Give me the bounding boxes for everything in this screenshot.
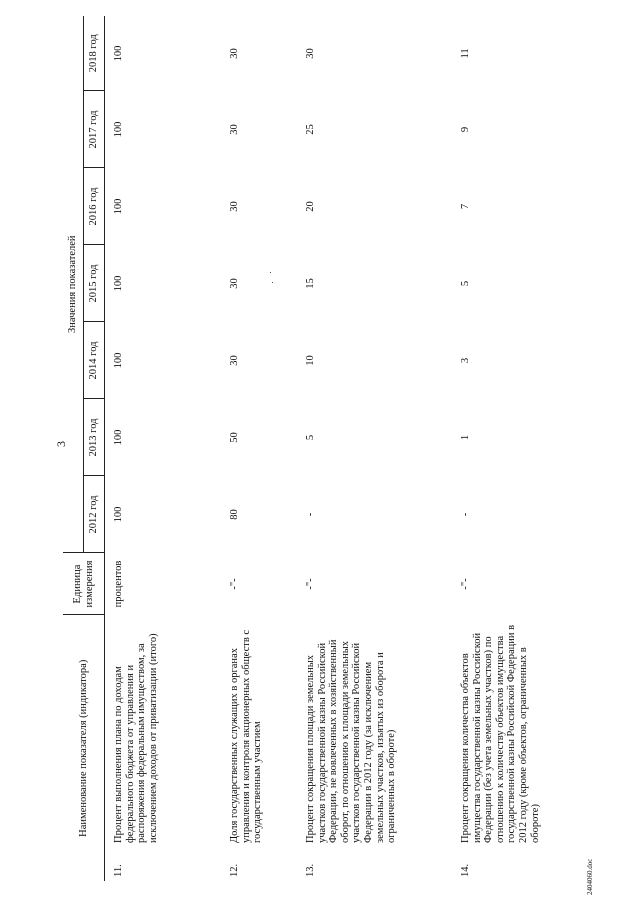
value-cell: 80	[229, 509, 240, 520]
header-unit	[63, 553, 105, 615]
table-body	[105, 16, 601, 881]
indicator-name: Процент выполнения плана по доходам федерального бюджета от управления и распоряжения федеральным имуществом, за исключением доходов от приватизации (итого)	[113, 633, 159, 843]
row-number: 12.	[229, 863, 240, 877]
indicator-name: Доля государственных служащих в органах управления и контроля акционерных обществ с государственным участием	[229, 629, 264, 843]
value-cell: 100	[113, 429, 124, 446]
indicator-table	[63, 16, 600, 881]
value-cell: 3	[460, 357, 471, 364]
value-cell: 25	[305, 124, 316, 135]
value-cell: 1	[460, 434, 471, 441]
value-cell: 9	[460, 126, 471, 133]
value-cell: 100	[113, 506, 124, 523]
value-cell: 100	[113, 352, 124, 369]
header-year: 2012 год	[84, 476, 105, 553]
header-unit-line1: Единица	[71, 564, 83, 604]
value-cell: -	[305, 512, 316, 517]
table-row	[452, 16, 600, 881]
indicator-name: Процент сокращения площади земельных участков государственной казны Российской Федерации, не вовлеченных в хозяйственный оборот, по отношению к площади земельных участков государственной казны Российской Федерации в 2012 году (за исключением земельных участков, изъятых из оборота и ограниченных в обороте)	[305, 639, 398, 843]
value-cell: 5	[305, 434, 316, 441]
value-cell: 30	[229, 48, 240, 59]
value-cell: 30	[229, 278, 240, 289]
unit-cell: -"-	[305, 578, 316, 590]
table-row	[297, 16, 452, 881]
row-number: 14.	[460, 863, 471, 877]
header-year: 2015 год	[84, 245, 105, 322]
row-number: 13.	[305, 863, 316, 877]
value-cell: 30	[305, 48, 316, 59]
value-cell: 20	[305, 201, 316, 212]
table-row	[105, 16, 222, 881]
value-cell: 5	[460, 280, 471, 287]
document-code: 2404060.doc	[586, 858, 594, 895]
value-cell: 15	[305, 278, 316, 289]
header-year: 2013 год	[84, 399, 105, 476]
row-number: 11.	[113, 864, 124, 877]
header-year: 2018 год	[84, 16, 105, 91]
value-cell: 7	[460, 203, 471, 210]
header-values-group: Значения показателей	[63, 16, 84, 553]
value-cell: 11	[460, 48, 471, 59]
table-row	[221, 16, 297, 881]
unit-cell: процентов	[113, 560, 124, 608]
header-indicator-name: Наименование показателя (индикатора)	[63, 615, 105, 881]
value-cell: 30	[229, 201, 240, 212]
value-cell: 100	[113, 275, 124, 292]
rotated-table-container	[63, 16, 613, 881]
value-cell: 50	[229, 432, 240, 443]
value-cell: 30	[229, 124, 240, 135]
value-cell: 100	[113, 121, 124, 138]
header-unit-line2: измерения	[83, 560, 95, 608]
value-cell: 30	[229, 355, 240, 366]
header-year: 2017 год	[84, 91, 105, 168]
value-cell: 10	[305, 355, 316, 366]
table-header	[63, 16, 105, 881]
unit-cell: -"-	[229, 578, 240, 590]
indicator-name: Процент сокращения количества объектов имущества государственной казны Российской Федерации (без учета земельных участков) по отношению к количеству объектов имущества государственной казны Российской Федерации в 2012 году (кроме объектов, ограниченных в обороте)	[460, 624, 541, 843]
page-number: 3	[54, 441, 68, 447]
value-cell: -	[460, 512, 471, 517]
unit-cell: -"-	[460, 578, 471, 590]
value-cell: 100	[113, 198, 124, 215]
header-year: 2014 год	[84, 322, 105, 399]
header-year: 2016 год	[84, 168, 105, 245]
value-cell: 100	[113, 45, 124, 62]
